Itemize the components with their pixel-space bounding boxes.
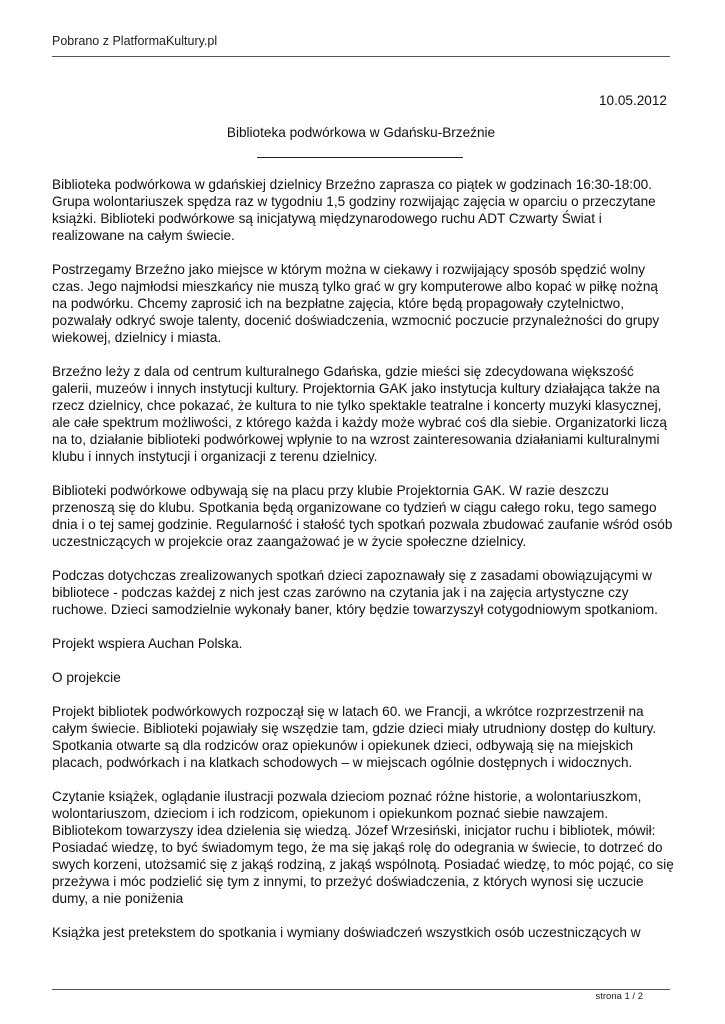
page-number: strona 1 / 2 <box>595 991 643 1002</box>
paragraph: Biblioteki podwórkowe odbywają się na placu przy klubie Projektornia GAK. W razie deszczu przenoszą się do klubu. Spotkania będą organizowane co tydzień w ciągu całego roku, tego samego dnia i o tej samej godzinie. Regularność i stałość tych spotkań pozwala zbudować zaufanie wśród osób uczestniczących w projekcie oraz zaangażować je w życie społeczne dzielnicy. <box>52 483 673 549</box>
header-divider <box>52 56 670 57</box>
paragraph: Projekt wspiera Auchan Polska. <box>52 636 243 651</box>
document-body <box>52 176 674 958</box>
document-date: 10.05.2012 <box>598 93 667 108</box>
section-heading: O projekcie <box>52 670 121 685</box>
paragraph: Postrzegamy Brzeźno jako miejsce w którym można w ciekawy i rozwijający sposób spędzić wolny czas. Jego najmłodsi mieszkańcy nie muszą tylko grać w gry komputerowe albo kopać w piłkę nożną na podwórku. Chcemy zaprosić ich na bezpłatne zajęcia, które będą propagowały czytelnictwo, pozwalały odkryć swoje talenty, docenić doświadczenia, wzmocnić poczucie przynależności do grupy wiekowej, dzielnicy i miasta. <box>52 262 660 345</box>
document-title: Biblioteka podwórkowa w Gdańsku-Brzeźnie <box>226 125 496 140</box>
title-underline <box>257 157 463 158</box>
paragraph: Brzeźno leży z dala od centrum kulturalnego Gdańska, gdzie mieści się zdecydowana większość galerii, muzeów i innych instytucji kultury. Projektornia GAK jako instytucja kultury działająca także na rzecz dzielnicy, chce pokazać, że kultura to nie tylko spektakle teatralne i koncerty muzyki klasycznej, ale całe spektrum możliwości, z którego każda i każdy może wybrać coś dla siebie. Organizatorki liczą na to, działanie biblioteki podwórkowej wpłynie to na wzrost zainteresowania działaniami kulturalnymi klubu i innych instytucji i organizacji z terenu dzielnicy. <box>52 364 667 464</box>
paragraph: Biblioteka podwórkowa w gdańskiej dzielnicy Brzeźno zaprasza co piątek w godzinach 16:30-18:00. Grupa wolontariuszek spędza raz w tygodniu 1,5 godziny rozwijając zajęcia w oparciu o przeczytane książki. Biblioteki podwórkowe są inicjatywą międzynarodowego ruchu ADT Czwarty Świat i realizowane na całym świecie. <box>52 177 656 243</box>
paragraph: Czytanie książek, oglądanie ilustracji pozwala dzieciom poznać różne historie, a wolontariuszkom, wolontariuszom, dzieciom i ich rodzicom, opiekunom i opiekunkom poznać siebie nawzajem. Bibliotekom towarzyszy idea dzielenia się wiedzą. Józef Wrzesiński, inicjator ruchu i bibliotek, mówił: Posiadać wiedzę, to być świadomym tego, że ma się jakąś rolę do odegrania w świecie, to dotrzeć do swych korzeni, utożsamić się z jakąś rodziną, z jakąś wspólnotą. Posiadać wiedzę, to móc pojąć, co się przeżywa i móc podzielić się tym z innymi, to przeżyć doświadczenia, z których wynosi się uczucie dumy, a nie poniżenia <box>52 789 674 906</box>
footer-divider <box>52 989 670 990</box>
paragraph: Książka jest pretekstem do spotkania i wymiany doświadczeń wszystkich osób uczestniczących w <box>52 925 641 940</box>
paragraph: Podczas dotychczas zrealizowanych spotkań dzieci zapoznawały się z zasadami obowiązującymi w bibliotece - podczas każdej z nich jest czas zarówno na czytania jak i na zajęcia artystyczne czy ruchowe. Dzieci samodzielnie wykonały baner, który będzie towarzyszył cotygodniowym spotkaniom. <box>52 568 658 617</box>
page-header-source: Pobrano z PlatformaKultury.pl <box>52 34 218 48</box>
paragraph: Projekt bibliotek podwórkowych rozpoczął się w latach 60. we Francji, a wkrótce rozprzestrzenił na całym świecie. Biblioteki pojawiały się wszędzie tam, gdzie dzieci miały utrudniony dostęp do kultury. Spotkania otwarte są dla rodziców oraz opiekunów i opiekunek dzieci, odbywają się na miejskich placach, podwórkach i na klatkach schodowych – w miejscach ogólnie dostępnych i widocznych. <box>52 704 657 770</box>
